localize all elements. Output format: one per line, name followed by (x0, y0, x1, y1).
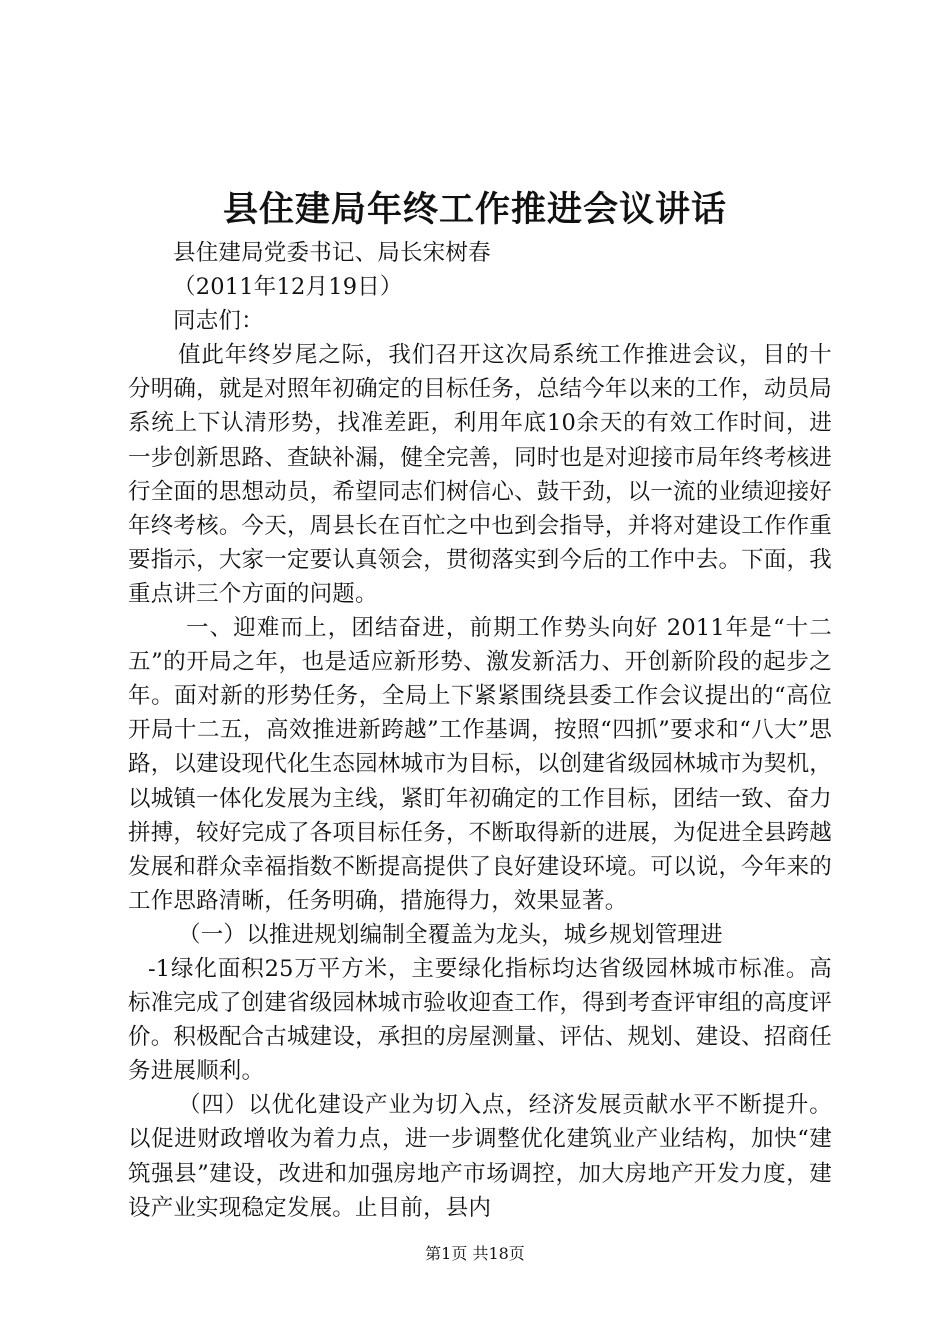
paragraph-subsection-four: （四）以优化建设产业为切入点，经济发展贡献水平不断提升。以促进财政增收为着力点，进一步调整优化建筑业产业结构，加快“建筑强县”建设，改进和加强房地产市场调控，加大房地产开发力度，建设产业实现稳定发展。止目前，县内 (128, 1092, 832, 1221)
salutation: 同志们： (173, 308, 264, 335)
date-line: （2011年12月19日） (173, 274, 403, 301)
paragraph-section-one: 一、迎难而上，团结奋进，前期工作势头向好 2011年是“十二五”的开局之年，也是适应新形势、激发新活力、开创新阶段的起步之年。面对新的形势任务，全局上下紧紧围绕县委工作会议提出的“高位开局十二五，高效推进新跨越”工作基调，按照“四抓”要求和“八大”思路，以建设现代化生态园林城市为目标，以创建省级园林城市为契机，以城镇一体化发展为主线，紧盯年初确定的工作目标，团结一致、奋力拼搏，较好完成了各项目标任务，不断取得新的进展，为促进全县跨越发展和群众幸福指数不断提高提供了良好建设环境。可以说，今年来的工作思路清晰，任务明确，措施得力，效果显著。 (128, 615, 832, 914)
paragraph-fragment: -1绿化面积25万平方米，主要绿化指标均达省级园林城市标准。高标准完成了创建省级园林城市验收迎查工作，得到考查评审组的高度评价。积极配合古城建设，承担的房屋测量、评估、规划、建设、招商任务进展顺利。 (128, 955, 832, 1085)
paragraph-subsection-one: （一）以推进规划编制全覆盖为龙头，城乡规划管理进 (178, 921, 723, 948)
document-title: 县住建局年终工作推进会议讲话 (222, 189, 727, 230)
paragraph-intro: 值此年终岁尾之际，我们召开这次局系统工作推进会议，目的十分明确，就是对照年初确定的目标任务，总结今年以来的工作，动员局系统上下认清形势，找准差距，利用年底10余天的有效工作时间，进一步创新思路、查缺补漏，健全完善，同时也是对迎接市局年终考核进行全面的思想动员，希望同志们树信心、鼓干劲，以一流的业绩迎接好年终考核。今天，周县长在百忙之中也到会指导，并将对建设工作作重要指示，大家一定要认真领会，贯彻落实到今后的工作中去。下面，我重点讲三个方面的问题。 (128, 342, 832, 607)
document-body (128, 236, 832, 1225)
speaker-line: 县住建局党委书记、局长宋树春 (173, 240, 491, 266)
page-number: 第1页 共18页 (425, 1244, 525, 1263)
